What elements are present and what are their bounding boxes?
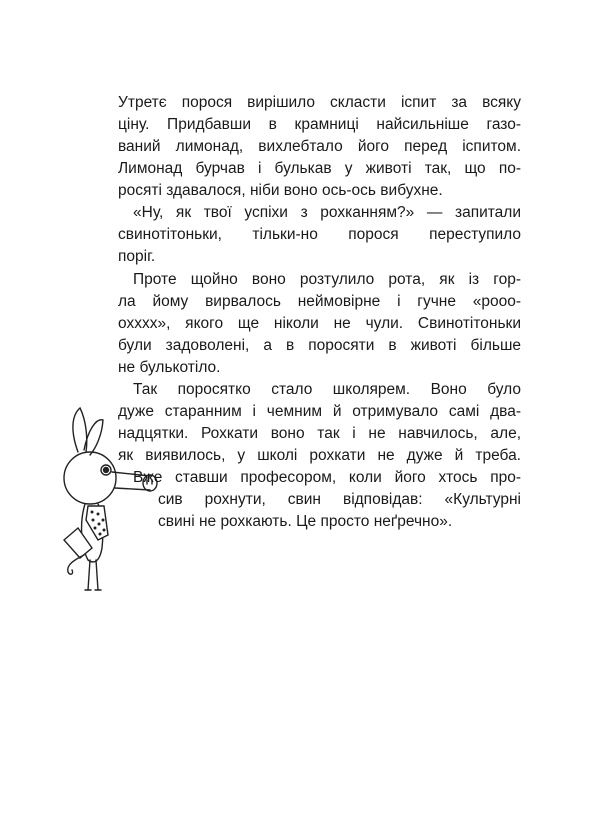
text-line: свинотітоньки, тільки-но порося переступило	[118, 226, 521, 243]
text-line: охххх», якого ще ніколи не чули. Свинотітоньки	[118, 315, 521, 332]
text-line: Вже ставши професором, коли його хтось про-	[133, 469, 521, 486]
text-line: свині не рохкають. Це просто неґречно».	[158, 513, 453, 530]
text-line: Лимонад бурчав і булькав у животі так, що по-	[118, 160, 521, 177]
text-line: ціну. Придбавши в крамниці найсильніше газо-	[118, 116, 521, 133]
text-line: були задоволені, а в поросяти в животі більше	[118, 337, 521, 354]
text-line: поріг.	[118, 248, 156, 265]
text-line: сив рохнути, свин відповідав: «Культурні	[158, 491, 521, 508]
text-line: Так поросятко стало школярем. Воно було	[133, 381, 521, 398]
text-line: росяті здавалося, ніби воно ось-ось вибухне.	[118, 182, 443, 199]
text-line: дуже старанним і чемним й отримувало самі два-	[118, 403, 521, 420]
text-line: «Ну, як твої успіхи з рохканням?» — запитали	[133, 204, 521, 221]
text-line: ваний лимонад, вихлебтало його перед іспитом.	[118, 138, 521, 155]
text-line: ла йому вирвалось неймовірне і гучне «рооо-	[118, 293, 521, 310]
text-line: як виявилось, у школі рохкати не дуже й треба.	[118, 447, 521, 464]
text-line: надцятки. Рохкати воно так і не навчилось, але,	[118, 425, 521, 442]
text-line: Проте щойно воно розтулило рота, як із гор-	[133, 271, 521, 288]
text-line: не булькотіло.	[118, 359, 221, 376]
text-line: Утретє порося вирішило скласти іспит за всяку	[118, 94, 521, 111]
